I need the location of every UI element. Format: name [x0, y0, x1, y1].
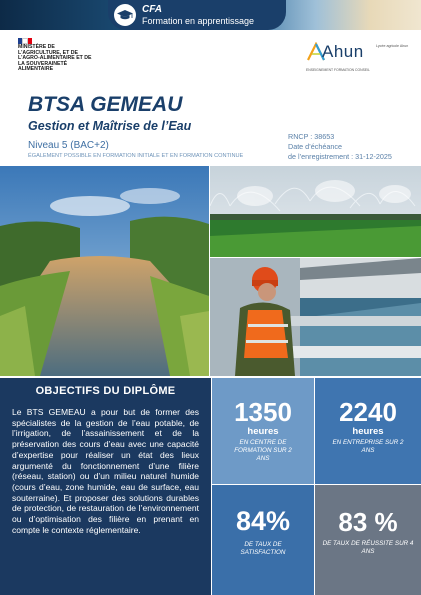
stat-value: 83 %	[338, 507, 398, 537]
stat-tile-success-rate	[315, 485, 421, 595]
stat-label: EN ENTREPRISE SUR 2 ANS	[332, 439, 404, 454]
objectives-panel	[0, 378, 211, 595]
irrigation-photo	[210, 166, 421, 257]
ahun-wordmark: Ahun	[322, 42, 364, 61]
graduation-cap-icon	[114, 4, 136, 26]
objectives-text: Le BTS GEMEAU a pour but de former des spécialistes de la gestion de l’eau potable, de l’irrigation, de l’assainissement et de la préservation des cours d’eau avec une capacité d’expertise pour réaliser un état des lieux argumenté du fonctionnement d’une filière (réseau, station) ou d’un milieu naturel humide (cours d’eau, zone humide, eau de surface, eau souterraine). Et proposer des solutions durables de protection, de restauration de l’environnement ou d’optimisation des filière en prenant en compte le contexte réglementaire.	[12, 407, 199, 535]
page-title: BTSA GEMEAU	[28, 93, 183, 116]
stat-tile-training-hours	[212, 378, 314, 484]
top-banner	[0, 0, 421, 30]
rncp-block	[288, 132, 413, 162]
level-label: Niveau 5 (BAC+2)	[28, 140, 109, 151]
stat-unit: heures	[352, 426, 384, 437]
stat-unit: heures	[247, 426, 279, 437]
training-note: ÉGALEMENT POSSIBLE EN FORMATION INITIALE ET EN FORMATION CONTINUE	[28, 153, 244, 159]
ministry-logo-text: MINISTÈRE DE L'AGRICULTURE, ET DE L'AGRO-ALIMENTAIRE ET DE LA SOUVERAINETÉ ALIMENTAIRE	[18, 44, 92, 73]
treatment-plant-photo	[210, 258, 421, 376]
stat-tile-satisfaction	[212, 485, 314, 595]
ahun-logo	[306, 38, 410, 78]
stat-label: DE TAUX DE RÉUSSITE SUR 4 ANS	[322, 540, 414, 555]
page-subtitle: Gestion et Maîtrise de l’Eau	[28, 119, 192, 133]
rncp-code: RNCP : 38653	[288, 132, 335, 141]
river-photo	[0, 166, 209, 376]
objectives-title: OBJECTIFS DU DIPLÔME	[35, 385, 176, 397]
banner-cfa-label: CFA	[142, 4, 162, 15]
echeance-label: Date d’échéance	[288, 142, 342, 151]
ahun-tagline: ENSEIGNEMENT FORMATION CONSEIL	[306, 68, 370, 72]
banner-subtitle: Formation en apprentissage	[142, 16, 255, 26]
stat-tile-company-hours	[315, 378, 421, 484]
stat-label: EN CENTRE DE FORMATION SUR 2 ANS	[234, 439, 292, 462]
stat-value: 2240	[339, 397, 397, 427]
echeance-value: de l’enregistrement : 31-12-2025	[288, 152, 392, 161]
stat-value: 84%	[235, 506, 291, 536]
stat-value: 1350	[234, 397, 292, 427]
ahun-side-text: Lycée agricole Ahun	[376, 44, 409, 48]
stat-label: DE TAUX DE SATISFACTION	[240, 541, 286, 556]
